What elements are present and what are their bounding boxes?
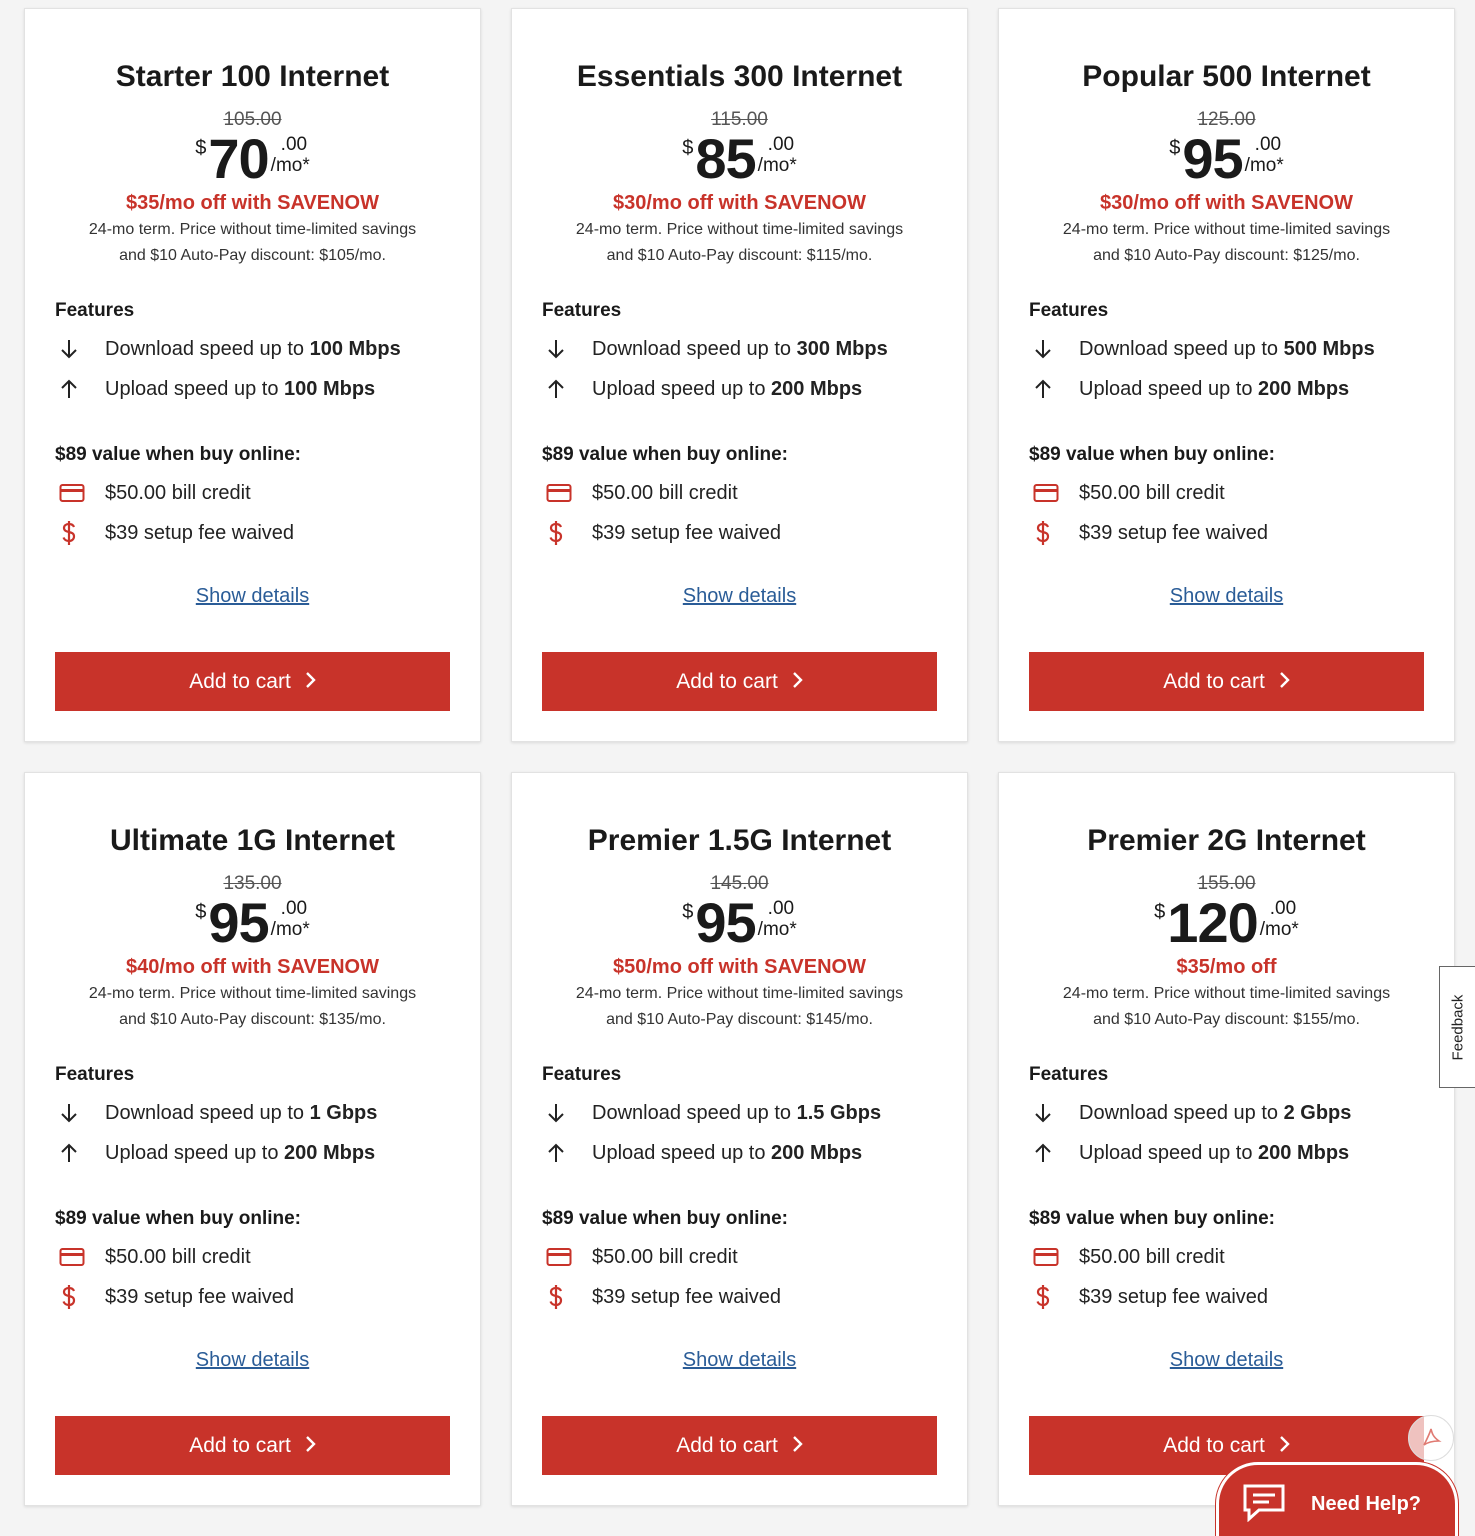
price-period: /mo* (757, 155, 797, 176)
term-text (542, 217, 937, 269)
upload-speed-row (1029, 369, 1424, 409)
term-text (1029, 217, 1424, 269)
plan-price (55, 891, 450, 954)
setup-fee-text: $39 setup fee waived (1079, 1285, 1269, 1308)
plans-grid (24, 8, 1456, 1506)
original-price: 125.00 (1197, 109, 1256, 130)
download-speed-row (1029, 329, 1424, 369)
value-heading: $89 value when buy online: (1029, 1208, 1276, 1229)
dollar-icon (55, 1284, 105, 1310)
plan-title: Premier 2G Internet (1087, 824, 1366, 857)
promo-text: $35/mo off (1176, 956, 1277, 978)
features-heading: Features (542, 300, 622, 321)
term-line-1: 24-mo term. Price without time-limited savings (1062, 985, 1391, 1002)
price-cents: .00 (1269, 898, 1297, 919)
credit-card-icon (55, 1247, 105, 1267)
setup-fee-row (1029, 1277, 1424, 1317)
term-line-2: and $10 Auto-Pay discount: $105/mo. (119, 247, 386, 264)
bill-credit-row (1029, 473, 1424, 513)
add-to-cart-label: Add to cart (676, 1433, 778, 1457)
price-currency: $ (1154, 901, 1166, 923)
arrow-down-icon (55, 338, 105, 360)
add-to-cart-button[interactable] (55, 1416, 450, 1475)
show-details-link[interactable]: Show details (1169, 1349, 1284, 1371)
price-cents: .00 (767, 898, 795, 919)
bill-credit-row (542, 473, 937, 513)
show-details-link[interactable]: Show details (1169, 585, 1284, 607)
upload-speed: 200 Mbps (284, 1141, 376, 1164)
arrow-up-icon (1029, 378, 1079, 400)
price-cents: .00 (767, 134, 795, 155)
add-to-cart-label: Add to cart (676, 669, 778, 693)
features-heading: Features (542, 1064, 622, 1085)
setup-fee-text: $39 setup fee waived (1079, 521, 1269, 544)
price-cents: .00 (280, 898, 308, 919)
term-line-2: and $10 Auto-Pay discount: $125/mo. (1093, 247, 1360, 264)
arrow-up-icon (542, 1142, 592, 1164)
price-currency: $ (195, 901, 207, 923)
setup-fee-row (542, 1277, 937, 1317)
original-price: 135.00 (223, 873, 282, 894)
upload-label: Upload speed up to (592, 1141, 772, 1164)
upload-speed: 200 Mbps (771, 1141, 863, 1164)
term-text (542, 981, 937, 1033)
upload-speed-row (55, 369, 450, 409)
arrow-down-icon (542, 1102, 592, 1124)
chevron-right-icon (792, 1435, 803, 1457)
credit-card-icon (542, 1247, 592, 1267)
download-label: Download speed up to (592, 1101, 797, 1124)
download-speed-row (542, 1093, 937, 1133)
price-currency: $ (1169, 137, 1181, 159)
bill-credit-text: $50.00 bill credit (592, 1245, 738, 1268)
value-heading: $89 value when buy online: (55, 1208, 302, 1229)
arrow-up-icon (542, 378, 592, 400)
upload-speed-row (1029, 1133, 1424, 1173)
value-heading: $89 value when buy online: (55, 444, 302, 465)
term-text (55, 217, 450, 269)
setup-fee-text: $39 setup fee waived (105, 521, 295, 544)
promo-text: $30/mo off with SAVENOW (613, 192, 866, 214)
value-heading: $89 value when buy online: (542, 444, 789, 465)
price-period: /mo* (1259, 919, 1299, 940)
add-to-cart-button[interactable] (542, 1416, 937, 1475)
credit-card-icon (55, 483, 105, 503)
price-currency: $ (682, 901, 694, 923)
download-label: Download speed up to (105, 1101, 310, 1124)
price-dollars: 95 (1182, 127, 1243, 190)
plan-title: Starter 100 Internet (115, 60, 390, 93)
price-currency: $ (682, 137, 694, 159)
term-line-1: 24-mo term. Price without time-limited savings (88, 221, 417, 238)
download-speed: 100 Mbps (309, 337, 401, 360)
add-to-cart-label: Add to cart (1163, 1433, 1265, 1457)
term-line-2: and $10 Auto-Pay discount: $135/mo. (119, 1011, 386, 1028)
add-to-cart-label: Add to cart (1163, 669, 1265, 693)
upload-speed: 200 Mbps (1258, 1141, 1350, 1164)
price-period: /mo* (270, 919, 310, 940)
bill-credit-text: $50.00 bill credit (1079, 481, 1225, 504)
setup-fee-text: $39 setup fee waived (105, 1285, 295, 1308)
pdf-icon[interactable] (1408, 1415, 1454, 1461)
upload-speed: 200 Mbps (771, 377, 863, 400)
credit-card-icon (1029, 1247, 1079, 1267)
setup-fee-row (542, 513, 937, 553)
download-speed: 1.5 Gbps (796, 1101, 882, 1124)
add-to-cart-label: Add to cart (189, 1433, 291, 1457)
upload-speed-row (55, 1133, 450, 1173)
show-details-link[interactable]: Show details (682, 1349, 797, 1371)
show-details-link[interactable]: Show details (195, 1349, 310, 1371)
term-line-1: 24-mo term. Price without time-limited savings (1062, 221, 1391, 238)
upload-speed-row (542, 369, 937, 409)
add-to-cart-label: Add to cart (189, 669, 291, 693)
add-to-cart-button[interactable] (1029, 652, 1424, 711)
price-currency: $ (195, 137, 207, 159)
upload-label: Upload speed up to (1079, 377, 1259, 400)
dollar-icon (542, 1284, 592, 1310)
chevron-right-icon (305, 671, 316, 693)
upload-label: Upload speed up to (105, 377, 285, 400)
plan-card (24, 772, 481, 1506)
plan-card (998, 772, 1455, 1506)
plan-card (24, 8, 481, 742)
plan-price (55, 127, 450, 190)
dollar-icon (55, 520, 105, 546)
price-dollars: 95 (208, 891, 269, 954)
plan-price (1029, 891, 1424, 954)
plan-title: Ultimate 1G Internet (109, 824, 396, 857)
upload-label: Upload speed up to (105, 1141, 285, 1164)
original-price: 155.00 (1197, 873, 1256, 894)
dollar-icon (1029, 520, 1079, 546)
plan-title: Premier 1.5G Internet (587, 824, 892, 857)
price-cents: .00 (280, 134, 308, 155)
download-label: Download speed up to (1079, 1101, 1284, 1124)
upload-label: Upload speed up to (592, 377, 772, 400)
plan-price (1029, 127, 1424, 190)
setup-fee-text: $39 setup fee waived (592, 1285, 782, 1308)
features-heading: Features (55, 1064, 135, 1085)
features-heading: Features (55, 300, 135, 321)
download-label: Download speed up to (105, 337, 310, 360)
value-heading: $89 value when buy online: (1029, 444, 1276, 465)
download-speed: 1 Gbps (309, 1101, 378, 1124)
credit-card-icon (1029, 483, 1079, 503)
plan-title: Essentials 300 Internet (576, 60, 903, 93)
features-heading: Features (1029, 1064, 1109, 1085)
bill-credit-text: $50.00 bill credit (592, 481, 738, 504)
bill-credit-text: $50.00 bill credit (1079, 1245, 1225, 1268)
credit-card-icon (542, 483, 592, 503)
plan-card (998, 8, 1455, 742)
promo-text: $35/mo off with SAVENOW (126, 192, 379, 214)
arrow-down-icon (55, 1102, 105, 1124)
arrow-down-icon (1029, 1102, 1079, 1124)
bill-credit-text: $50.00 bill credit (105, 481, 251, 504)
promo-text: $40/mo off with SAVENOW (126, 956, 379, 978)
setup-fee-row (55, 1277, 450, 1317)
show-details-link[interactable]: Show details (195, 585, 310, 607)
upload-speed: 100 Mbps (284, 377, 376, 400)
plan-card (511, 8, 968, 742)
bill-credit-row (1029, 1237, 1424, 1277)
need-help-button[interactable] (1216, 1462, 1458, 1536)
upload-speed: 200 Mbps (1258, 377, 1350, 400)
term-text (55, 981, 450, 1033)
download-label: Download speed up to (592, 337, 797, 360)
term-text (1029, 981, 1424, 1033)
plan-title: Popular 500 Internet (1082, 60, 1371, 93)
plan-card (511, 772, 968, 1506)
download-label: Download speed up to (1079, 337, 1284, 360)
dollar-icon (542, 520, 592, 546)
term-line-1: 24-mo term. Price without time-limited savings (88, 985, 417, 1002)
download-speed-row (1029, 1093, 1424, 1133)
plan-price (542, 891, 937, 954)
promo-text: $50/mo off with SAVENOW (613, 956, 866, 978)
setup-fee-row (55, 513, 450, 553)
bill-credit-row (55, 473, 450, 513)
price-period: /mo* (757, 919, 797, 940)
price-period: /mo* (270, 155, 310, 176)
feedback-tab[interactable] (1439, 966, 1475, 1088)
chat-icon (1241, 1482, 1287, 1527)
add-to-cart-button[interactable] (542, 652, 937, 711)
download-speed-row (542, 329, 937, 369)
price-dollars: 120 (1167, 891, 1258, 954)
download-speed-row (55, 329, 450, 369)
term-line-2: and $10 Auto-Pay discount: $155/mo. (1093, 1011, 1360, 1028)
show-details-link[interactable]: Show details (682, 585, 797, 607)
price-dollars: 70 (208, 127, 269, 190)
chevron-right-icon (305, 1435, 316, 1457)
arrow-down-icon (1029, 338, 1079, 360)
arrow-down-icon (542, 338, 592, 360)
download-speed: 500 Mbps (1283, 337, 1375, 360)
bill-credit-text: $50.00 bill credit (105, 1245, 251, 1268)
chevron-right-icon (1279, 1435, 1290, 1457)
price-period: /mo* (1244, 155, 1284, 176)
term-line-1: 24-mo term. Price without time-limited savings (575, 985, 904, 1002)
chevron-right-icon (1279, 671, 1290, 693)
value-heading: $89 value when buy online: (542, 1208, 789, 1229)
setup-fee-row (1029, 513, 1424, 553)
download-speed-row (55, 1093, 450, 1133)
need-help-label: Need Help? (1311, 1492, 1422, 1515)
term-line-2: and $10 Auto-Pay discount: $115/mo. (606, 247, 873, 264)
promo-text: $30/mo off with SAVENOW (1100, 192, 1353, 214)
arrow-up-icon (1029, 1142, 1079, 1164)
term-line-1: 24-mo term. Price without time-limited savings (575, 221, 904, 238)
add-to-cart-button[interactable] (55, 652, 450, 711)
bill-credit-row (542, 1237, 937, 1277)
feedback-label: Feedback (1449, 994, 1466, 1060)
features-heading: Features (1029, 300, 1109, 321)
price-dollars: 95 (695, 891, 756, 954)
plan-price (542, 127, 937, 190)
dollar-icon (1029, 1284, 1079, 1310)
setup-fee-text: $39 setup fee waived (592, 521, 782, 544)
price-cents: .00 (1254, 134, 1282, 155)
chevron-right-icon (792, 671, 803, 693)
bill-credit-row (55, 1237, 450, 1277)
download-speed: 300 Mbps (796, 337, 888, 360)
original-price: 145.00 (710, 873, 769, 894)
price-dollars: 85 (695, 127, 756, 190)
arrow-up-icon (55, 378, 105, 400)
original-price: 115.00 (711, 109, 768, 130)
original-price: 105.00 (223, 109, 282, 130)
download-speed: 2 Gbps (1283, 1101, 1352, 1124)
upload-speed-row (542, 1133, 937, 1173)
arrow-up-icon (55, 1142, 105, 1164)
upload-label: Upload speed up to (1079, 1141, 1259, 1164)
term-line-2: and $10 Auto-Pay discount: $145/mo. (606, 1011, 873, 1028)
